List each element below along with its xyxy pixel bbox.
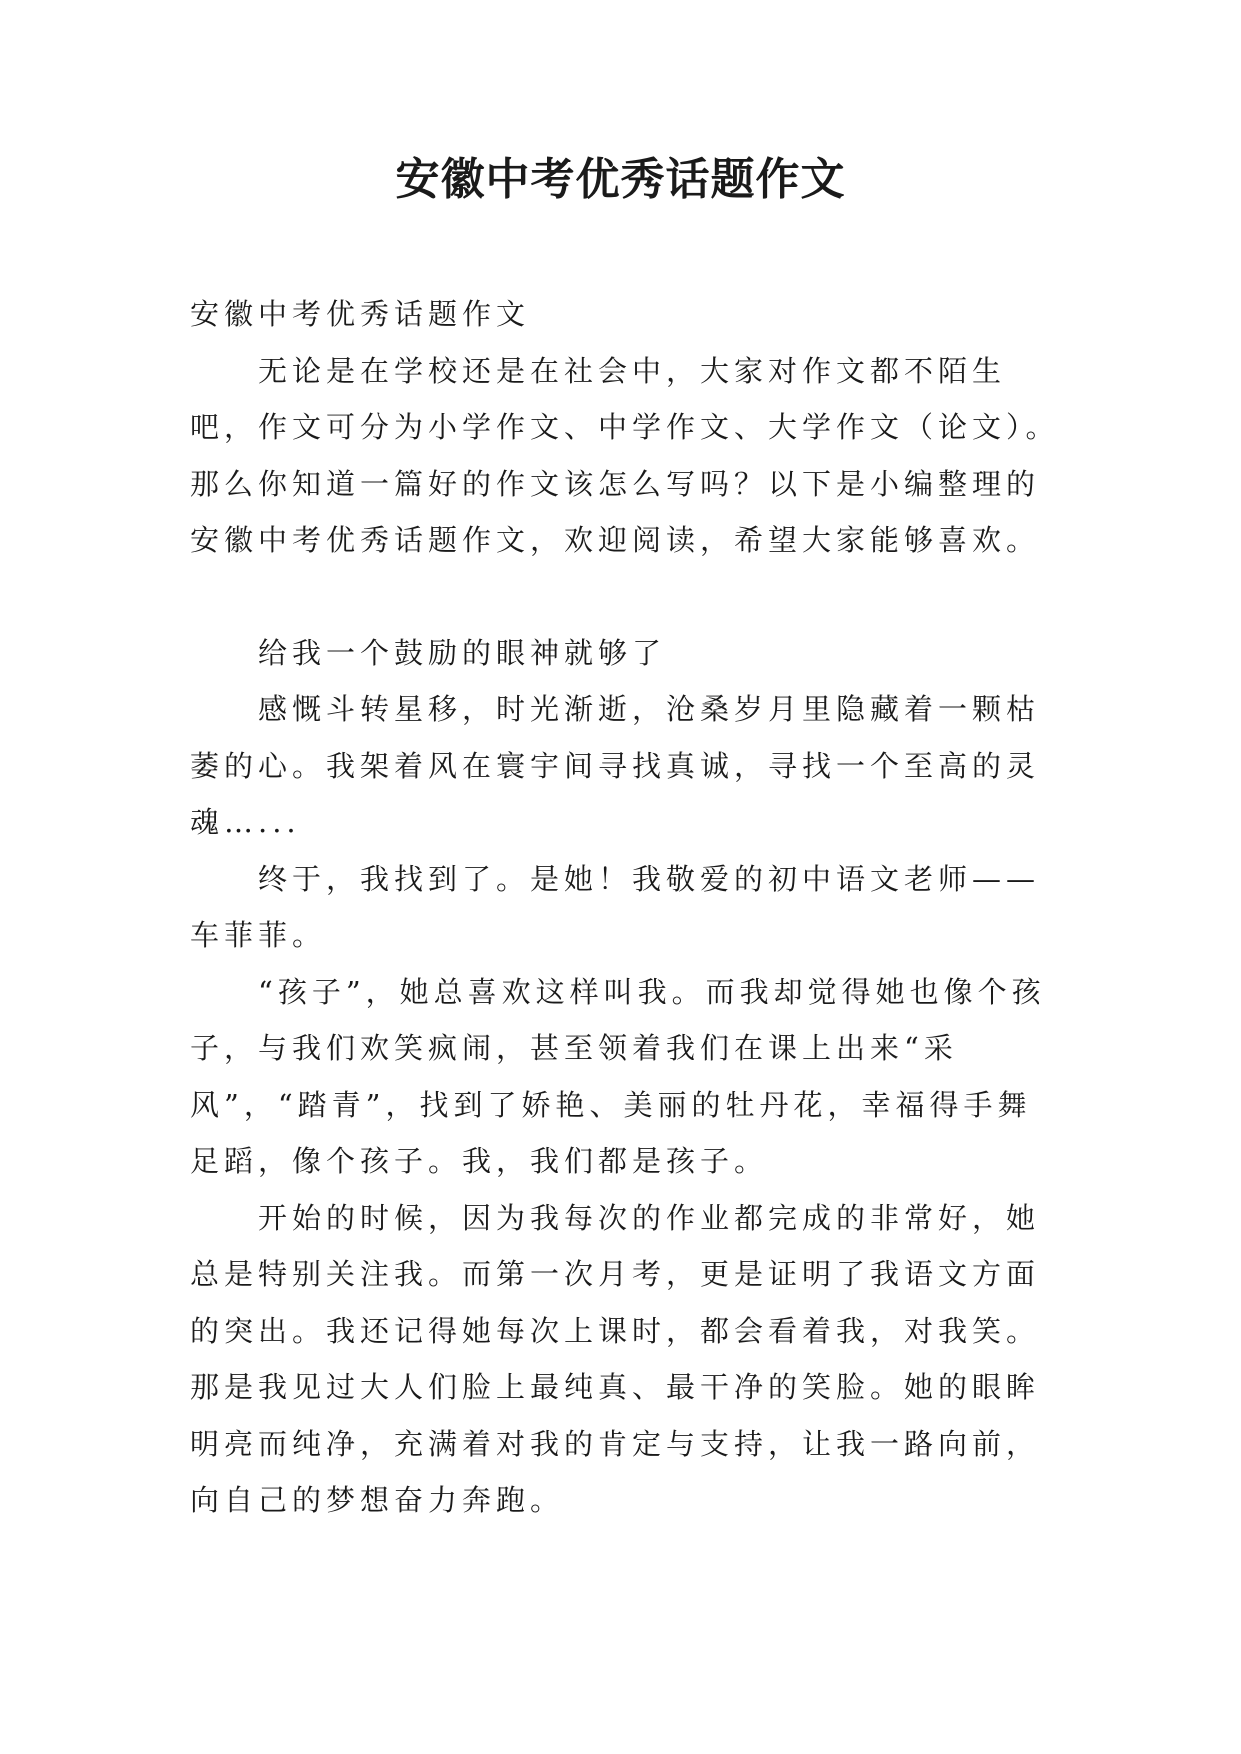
intro-paragraph: 无论是在学校还是在社会中，大家对作文都不陌生吧，作文可分为小学作文、中学作文、大学作文（论文）。那么你知道一篇好的作文该怎么写吗？以下是小编整理的安徽中考优秀话题作文，欢迎阅读，希望大家能够喜欢。 [190,353,1060,557]
essay-paragraph: 开始的时候，因为我每次的作业都完成的非常好，她总是特别关注我。而第一次月考，更是证明了我语文方面的突出。我还记得她每次上课时，都会看着我，对我笑。那是我见过大人们脸上最纯真、最干净的笑脸。她的眼眸明亮而纯净，充满着对我的肯定与支持，让我一路向前，向自己的梦想奋力奔跑。 [190,1200,1041,1517]
essay-paragraph: 感慨斗转星移，时光渐逝，沧桑岁月里隐藏着一颗枯萎的心。我架着风在寰宇间寻找真诚，寻找一个至高的灵魂…... [190,692,1041,839]
document-title: 安徽中考优秀话题作文 [395,154,846,205]
intro-heading: 安徽中考优秀话题作文 [190,297,531,331]
essay-paragraph: 终于，我找到了。是她！我敬爱的初中语文老师——车菲菲。 [190,861,1041,952]
essay-paragraph: “孩子”，她总喜欢这样叫我。而我却觉得她也像个孩子，与我们欢笑疯闹，甚至领着我们在课上出来“采风”，“踏青”，找到了娇艳、美丽的牡丹花，幸福得手舞足蹈，像个孩子。我，我们都是孩子。 [190,974,1046,1178]
essay-title: 给我一个鼓励的眼神就够了 [258,635,667,670]
document-body [190,286,1060,1529]
